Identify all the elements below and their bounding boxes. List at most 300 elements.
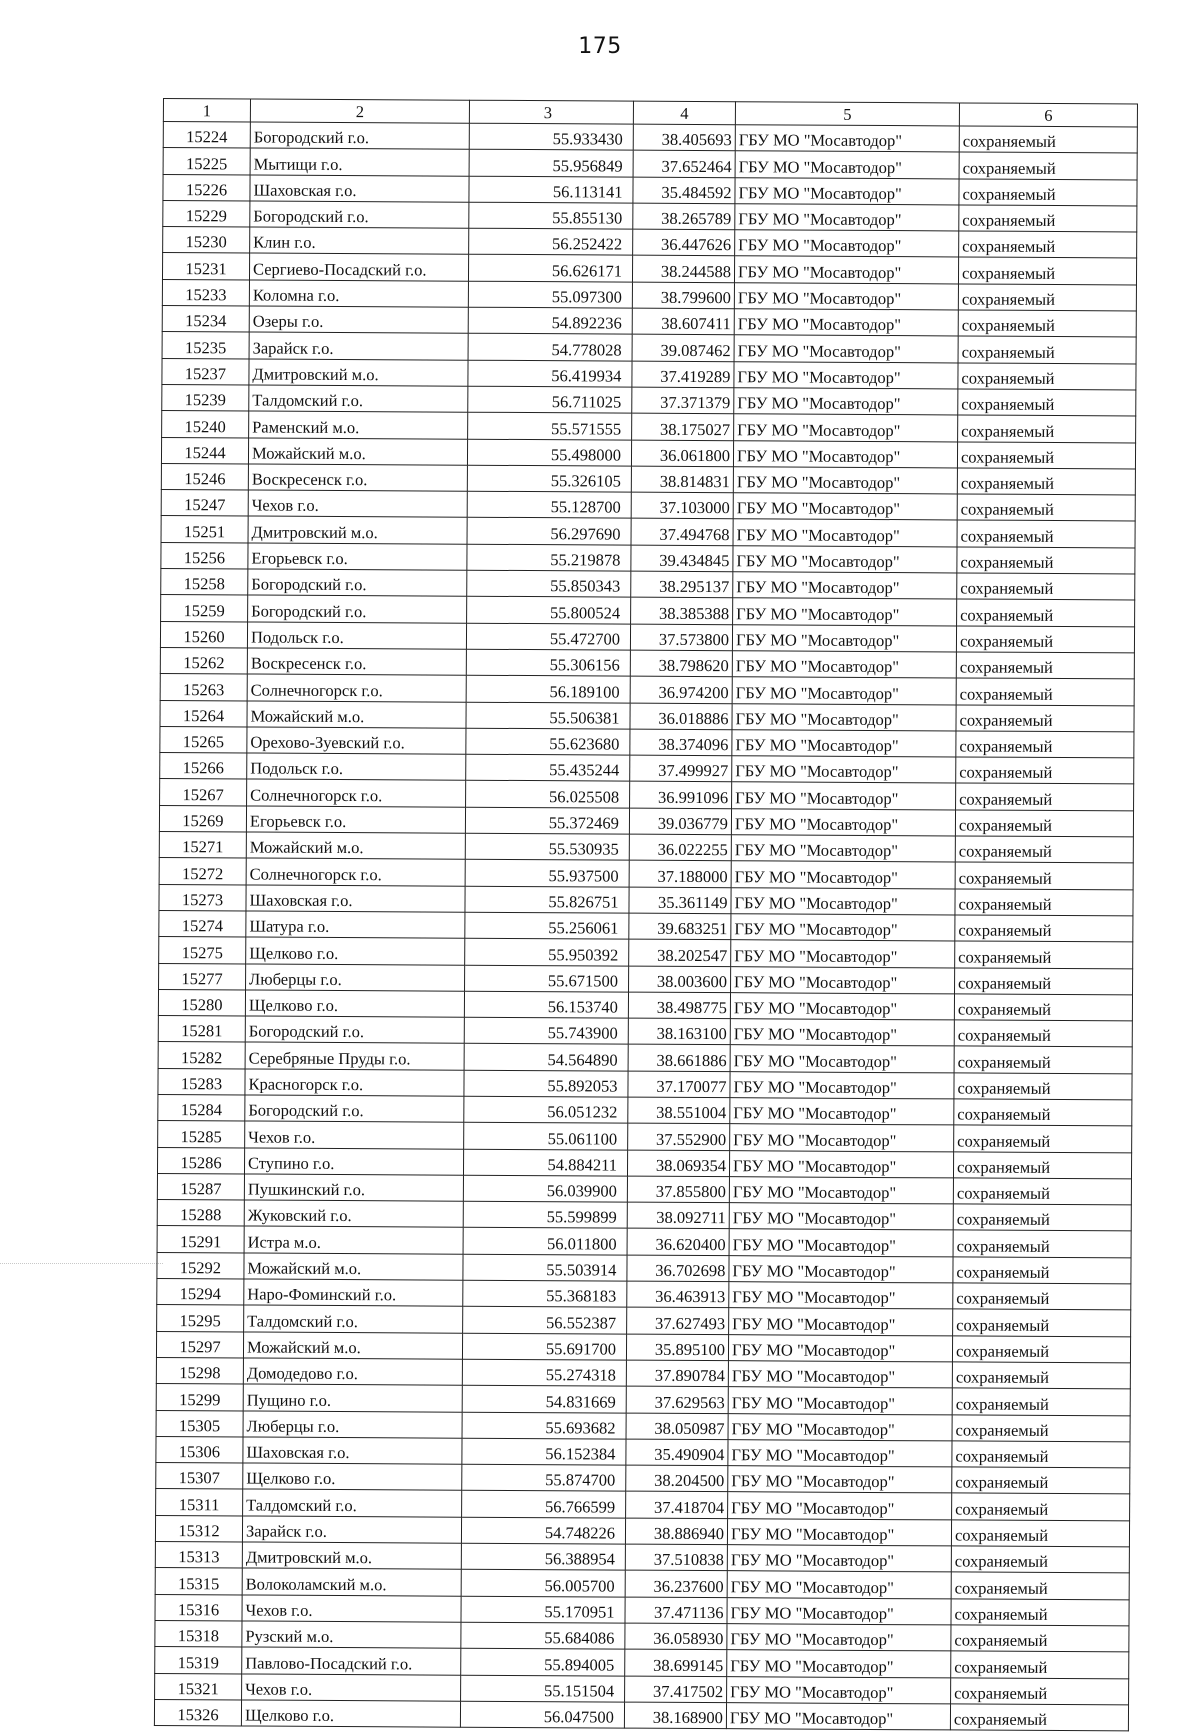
municipality-cell: Пушкинский г.о.: [244, 1174, 463, 1202]
municipality-cell: Талдомский г.о.: [244, 1305, 463, 1333]
latitude-cell: 55.368183: [463, 1280, 627, 1307]
record-id-cell: 15319: [155, 1647, 242, 1674]
longitude-cell: 36.022255: [629, 834, 731, 861]
owner-cell: ГБУ МО "Мосавтодор": [729, 1308, 953, 1336]
latitude-cell: 55.850343: [467, 570, 631, 597]
record-id-cell: 15312: [155, 1515, 242, 1542]
longitude-cell: 38.798620: [630, 650, 732, 677]
longitude-cell: 38.265789: [633, 203, 735, 230]
record-id-cell: 15292: [157, 1252, 244, 1279]
owner-cell: ГБУ МО "Мосавтодор": [729, 1282, 953, 1310]
latitude-cell: 54.564890: [464, 1044, 628, 1071]
longitude-cell: 39.087462: [632, 334, 734, 361]
latitude-cell: 54.884211: [463, 1149, 627, 1176]
latitude-cell: 56.388954: [461, 1543, 625, 1570]
latitude-cell: 55.693682: [462, 1412, 626, 1439]
status-cell: сохраняемый: [951, 1546, 1129, 1573]
latitude-cell: 56.051232: [464, 1096, 628, 1123]
status-cell: сохраняемый: [956, 652, 1134, 679]
municipality-cell: Наро-Фоминский г.о.: [244, 1279, 463, 1307]
column-header-2: 2: [250, 99, 469, 123]
owner-cell: ГБУ МО "Мосавтодор": [735, 151, 959, 179]
owner-cell: ГБУ МО "Мосавтодор": [728, 1387, 952, 1415]
municipality-cell: Шаховская г.о.: [250, 175, 469, 203]
municipality-cell: Богородский г.о.: [245, 1016, 464, 1044]
status-cell: сохраняемый: [951, 1651, 1129, 1678]
owner-cell: ГБУ МО "Мосавтодор": [730, 992, 954, 1020]
latitude-cell: 55.498000: [467, 439, 631, 466]
latitude-cell: 56.626171: [468, 255, 632, 282]
longitude-cell: 37.510838: [625, 1544, 727, 1571]
longitude-cell: 38.069354: [627, 1150, 729, 1177]
record-id-cell: 15321: [155, 1673, 242, 1700]
municipality-cell: Егорьевск г.о.: [246, 806, 465, 834]
latitude-cell: 55.219878: [467, 544, 631, 571]
longitude-cell: 38.295137: [631, 571, 733, 598]
latitude-cell: 54.831669: [462, 1385, 626, 1412]
record-id-cell: 15258: [161, 569, 248, 596]
status-cell: сохраняемый: [955, 967, 1133, 994]
municipality-cell: Чехов г.о.: [242, 1673, 461, 1701]
owner-cell: ГБУ МО "Мосавтодор": [733, 493, 957, 521]
status-cell: сохраняемый: [950, 1704, 1128, 1731]
municipality-cell: Дмитровский м.о.: [248, 516, 467, 544]
longitude-cell: 38.050987: [626, 1413, 728, 1440]
latitude-cell: 54.892236: [468, 307, 632, 334]
latitude-cell: 55.151504: [461, 1675, 625, 1702]
longitude-cell: 38.661886: [628, 1045, 730, 1072]
owner-cell: ГБУ МО "Мосавтодор": [734, 361, 958, 389]
owner-cell: ГБУ МО "Мосавтодор": [731, 808, 955, 836]
status-cell: сохраняемый: [954, 994, 1132, 1021]
record-id-cell: 15305: [156, 1410, 243, 1437]
municipality-cell: Коломна г.о.: [249, 280, 468, 308]
longitude-cell: 36.447626: [633, 229, 735, 256]
longitude-cell: 37.652464: [633, 150, 735, 177]
status-cell: сохраняемый: [953, 1178, 1131, 1205]
municipality-cell: Зарайск г.о.: [242, 1516, 461, 1544]
latitude-cell: 55.855130: [469, 202, 633, 229]
status-cell: сохраняемый: [955, 941, 1133, 968]
municipality-cell: Воскресенск г.о.: [247, 648, 466, 676]
owner-cell: ГБУ МО "Мосавтодор": [733, 467, 957, 495]
owner-cell: ГБУ МО "Мосавтодор": [727, 1597, 951, 1625]
record-id-cell: 15229: [163, 200, 250, 227]
owner-cell: ГБУ МО "Мосавтодор": [732, 677, 956, 705]
municipality-cell: Красногорск г.о.: [245, 1069, 464, 1097]
longitude-cell: 38.551004: [628, 1097, 730, 1124]
status-cell: сохраняемый: [951, 1572, 1129, 1599]
municipality-cell: Мытищи г.о.: [250, 148, 469, 176]
latitude-cell: 55.671500: [465, 965, 629, 992]
latitude-cell: 55.894005: [461, 1648, 625, 1675]
municipality-cell: Павлово-Посадский г.о.: [242, 1647, 461, 1675]
status-cell: сохраняемый: [959, 205, 1137, 232]
municipality-cell: Щелково г.о.: [243, 1463, 462, 1491]
record-id-cell: 15271: [159, 832, 246, 859]
status-cell: сохраняемый: [951, 1677, 1129, 1704]
latitude-cell: 55.874700: [462, 1464, 626, 1491]
record-id-cell: 15291: [157, 1226, 244, 1253]
longitude-cell: 38.607411: [632, 308, 734, 335]
longitude-cell: 37.552900: [628, 1123, 730, 1150]
latitude-cell: 55.472700: [466, 623, 630, 650]
owner-cell: ГБУ МО "Мосавтодор": [728, 1361, 952, 1389]
municipality-cell: Раменский м.о.: [249, 411, 468, 439]
owner-cell: ГБУ МО "Мосавтодор": [733, 572, 957, 600]
status-cell: сохраняемый: [952, 1388, 1130, 1415]
latitude-cell: 55.274318: [462, 1359, 626, 1386]
latitude-cell: 54.748226: [461, 1517, 625, 1544]
status-cell: сохраняемый: [958, 389, 1136, 416]
status-cell: сохраняемый: [958, 336, 1136, 363]
record-id-cell: 15246: [161, 463, 248, 490]
record-id-cell: 15233: [162, 279, 249, 306]
latitude-cell: 55.800524: [467, 597, 631, 624]
latitude-cell: 56.189100: [466, 675, 630, 702]
status-cell: сохраняемый: [957, 573, 1135, 600]
record-id-cell: 15306: [156, 1436, 243, 1463]
municipality-cell: Богородский г.о.: [250, 201, 469, 229]
longitude-cell: 39.683251: [629, 913, 731, 940]
municipality-cell: Орехово-Зуевский г.о.: [247, 727, 466, 755]
latitude-cell: 55.503914: [463, 1254, 627, 1281]
status-cell: сохраняемый: [953, 1152, 1131, 1179]
latitude-cell: 55.372469: [465, 807, 629, 834]
municipality-cell: Солнечногорск г.о.: [247, 779, 466, 807]
status-cell: сохраняемый: [955, 889, 1133, 916]
record-id-cell: 15239: [162, 384, 249, 411]
status-cell: сохраняемый: [951, 1520, 1129, 1547]
longitude-cell: 35.895100: [626, 1334, 728, 1361]
owner-cell: ГБУ МО "Мосавтодор": [729, 1255, 953, 1283]
longitude-cell: 37.103000: [631, 492, 733, 519]
scan-artifact-line: [0, 1263, 163, 1264]
record-id-cell: 15266: [160, 753, 247, 780]
record-id-cell: 15280: [158, 989, 245, 1016]
owner-cell: ГБУ МО "Мосавтодор": [732, 703, 956, 731]
municipality-cell: Подольск г.о.: [247, 622, 466, 650]
record-id-cell: 15275: [159, 937, 246, 964]
record-id-cell: 15295: [157, 1305, 244, 1332]
latitude-cell: 56.005700: [461, 1570, 625, 1597]
municipality-cell: Люберцы г.о.: [246, 963, 465, 991]
longitude-cell: 38.814831: [631, 466, 733, 493]
longitude-cell: 36.018886: [630, 703, 732, 730]
municipality-cell: Зарайск г.о.: [249, 332, 468, 360]
longitude-cell: 36.061800: [631, 440, 733, 467]
record-id-cell: 15294: [157, 1279, 244, 1306]
municipality-cell: Жуковский г.о.: [244, 1200, 463, 1228]
owner-cell: ГБУ МО "Мосавтодор": [733, 545, 957, 573]
latitude-cell: 55.097300: [468, 281, 632, 308]
owner-cell: ГБУ МО "Мосавтодор": [731, 940, 955, 968]
record-id-cell: 15251: [161, 516, 248, 543]
longitude-cell: 38.374096: [630, 729, 732, 756]
municipality-cell: Богородский г.о.: [245, 1095, 464, 1123]
longitude-cell: 36.463913: [627, 1281, 729, 1308]
longitude-cell: 36.702698: [627, 1255, 729, 1282]
status-cell: сохраняемый: [958, 284, 1136, 311]
owner-cell: ГБУ МО "Мосавтодор": [734, 282, 958, 310]
longitude-cell: 37.499927: [630, 755, 732, 782]
latitude-cell: 56.552387: [463, 1307, 627, 1334]
registry-table: [154, 98, 1138, 1732]
status-cell: сохраняемый: [955, 810, 1133, 837]
municipality-cell: Солнечногорск г.о.: [247, 674, 466, 702]
municipality-cell: Рузский м.о.: [242, 1621, 461, 1649]
owner-cell: ГБУ МО "Мосавтодор": [730, 1071, 954, 1099]
longitude-cell: 36.974200: [630, 676, 732, 703]
longitude-cell: 38.168900: [624, 1702, 726, 1729]
record-id-cell: 15256: [161, 542, 248, 569]
record-id-cell: 15224: [163, 122, 250, 149]
record-id-cell: 15267: [160, 779, 247, 806]
latitude-cell: 56.025508: [466, 781, 630, 808]
municipality-cell: Сергиево-Посадский г.о.: [249, 253, 468, 281]
record-id-cell: 15313: [155, 1542, 242, 1569]
status-cell: сохраняемый: [952, 1441, 1130, 1468]
municipality-cell: Истра м.о.: [244, 1226, 463, 1254]
owner-cell: ГБУ МО "Мосавтодор": [734, 335, 958, 363]
status-cell: сохраняемый: [956, 731, 1134, 758]
record-id-cell: 15288: [157, 1200, 244, 1227]
status-cell: сохраняемый: [952, 1467, 1130, 1494]
latitude-cell: 56.039900: [463, 1175, 627, 1202]
status-cell: сохраняемый: [951, 1599, 1129, 1626]
longitude-cell: 38.498775: [628, 992, 730, 1019]
municipality-cell: Можайский м.о.: [243, 1332, 462, 1360]
latitude-cell: 55.826751: [465, 886, 629, 913]
status-cell: сохраняемый: [952, 1362, 1130, 1389]
municipality-cell: Богородский г.о.: [248, 595, 467, 623]
latitude-cell: 55.530935: [465, 833, 629, 860]
longitude-cell: 37.471136: [625, 1597, 727, 1624]
status-cell: сохраняемый: [953, 1283, 1131, 1310]
longitude-cell: 37.494768: [631, 519, 733, 546]
municipality-cell: Чехов г.о.: [242, 1595, 461, 1623]
municipality-cell: Талдомский г.о.: [243, 1489, 462, 1517]
municipality-cell: Озеры г.о.: [249, 306, 468, 334]
municipality-cell: Подольск г.о.: [247, 753, 466, 781]
owner-cell: ГБУ МО "Мосавтодор": [732, 756, 956, 784]
status-cell: сохраняемый: [952, 1336, 1130, 1363]
latitude-cell: 55.306156: [466, 649, 630, 676]
latitude-cell: 55.892053: [464, 1070, 628, 1097]
longitude-cell: 38.699145: [625, 1649, 727, 1676]
longitude-cell: 38.799600: [632, 282, 734, 309]
latitude-cell: 54.778028: [468, 334, 632, 361]
record-id-cell: 15299: [156, 1384, 243, 1411]
owner-cell: ГБУ МО "Мосавтодор": [729, 1150, 953, 1178]
record-id-cell: 15231: [162, 253, 249, 280]
owner-cell: ГБУ МО "Мосавтодор": [727, 1518, 951, 1546]
status-cell: сохраняемый: [954, 1046, 1132, 1073]
municipality-cell: Клин г.о.: [250, 227, 469, 255]
latitude-cell: 55.256061: [465, 912, 629, 939]
record-id-cell: 15273: [159, 884, 246, 911]
status-cell: сохраняемый: [952, 1414, 1130, 1441]
municipality-cell: Щелково г.о.: [246, 937, 465, 965]
status-cell: сохраняемый: [959, 126, 1137, 153]
longitude-cell: 37.417502: [625, 1676, 727, 1703]
status-cell: сохраняемый: [953, 1230, 1131, 1257]
record-id-cell: 15282: [158, 1042, 245, 1069]
status-cell: сохраняемый: [954, 1099, 1132, 1126]
page-number: 175: [578, 34, 622, 59]
owner-cell: ГБУ МО "Мосавтодор": [735, 230, 959, 258]
owner-cell: ГБУ МО "Мосавтодор": [731, 835, 955, 863]
longitude-cell: 35.484592: [633, 177, 735, 204]
municipality-cell: Серебряные Пруды г.о.: [245, 1042, 464, 1070]
status-cell: сохраняемый: [957, 520, 1135, 547]
municipality-cell: Щелково г.о.: [245, 990, 464, 1018]
longitude-cell: 37.371379: [632, 387, 734, 414]
record-id-cell: 15247: [161, 490, 248, 517]
status-cell: сохраняемый: [954, 1125, 1132, 1152]
latitude-cell: 56.011800: [463, 1228, 627, 1255]
municipality-cell: Богородский г.о.: [248, 569, 467, 597]
latitude-cell: 56.766599: [462, 1491, 626, 1518]
owner-cell: ГБУ МО "Мосавтодор": [735, 177, 959, 205]
municipality-cell: Можайский м.о.: [247, 701, 466, 729]
record-id-cell: 15274: [159, 910, 246, 937]
longitude-cell: 35.490904: [626, 1439, 728, 1466]
record-id-cell: 15311: [156, 1489, 243, 1516]
longitude-cell: 37.170077: [628, 1071, 730, 1098]
owner-cell: ГБУ МО "Мосавтодор": [728, 1440, 952, 1468]
municipality-cell: Дмитровский м.о.: [242, 1542, 461, 1570]
record-id-cell: 15259: [161, 595, 248, 622]
record-id-cell: 15287: [157, 1173, 244, 1200]
record-id-cell: 15244: [161, 437, 248, 464]
status-cell: сохраняемый: [956, 704, 1134, 731]
record-id-cell: 15240: [162, 411, 249, 438]
latitude-cell: 55.956849: [469, 150, 633, 177]
municipality-cell: Люберцы г.о.: [243, 1411, 462, 1439]
status-cell: сохраняемый: [959, 179, 1137, 206]
latitude-cell: 55.623680: [466, 728, 630, 755]
table-body: [154, 122, 1137, 1732]
record-id-cell: 15269: [159, 805, 246, 832]
owner-cell: ГБУ МО "Мосавтодор": [734, 309, 958, 337]
longitude-cell: 39.434845: [631, 545, 733, 572]
owner-cell: ГБУ МО "Мосавтодор": [732, 782, 956, 810]
longitude-cell: 37.627493: [627, 1307, 729, 1334]
longitude-cell: 37.188000: [629, 860, 731, 887]
municipality-cell: Ступино г.о.: [244, 1148, 463, 1176]
longitude-cell: 37.890784: [626, 1360, 728, 1387]
latitude-cell: 55.326105: [467, 465, 631, 492]
owner-cell: ГБУ МО "Мосавтодор": [734, 388, 958, 416]
status-cell: сохраняемый: [956, 626, 1134, 653]
status-cell: сохраняемый: [953, 1309, 1131, 1336]
owner-cell: ГБУ МО "Мосавтодор": [728, 1466, 952, 1494]
longitude-cell: 37.629563: [626, 1386, 728, 1413]
owner-cell: ГБУ МО "Мосавтодор": [730, 1124, 954, 1152]
municipality-cell: Чехов г.о.: [245, 1121, 464, 1149]
owner-cell: ГБУ МО "Мосавтодор": [730, 1019, 954, 1047]
owner-cell: ГБУ МО "Мосавтодор": [735, 204, 959, 232]
municipality-cell: Чехов г.о.: [248, 490, 467, 518]
status-cell: сохраняемый: [958, 363, 1136, 390]
owner-cell: ГБУ МО "Мосавтодор": [734, 414, 958, 442]
record-id-cell: 15316: [155, 1594, 242, 1621]
status-cell: сохраняемый: [955, 915, 1133, 942]
municipality-cell: Солнечногорск г.о.: [246, 858, 465, 886]
longitude-cell: 38.405693: [633, 124, 735, 151]
record-id-cell: 15230: [163, 227, 250, 254]
longitude-cell: 36.620400: [627, 1229, 729, 1256]
owner-cell: ГБУ МО "Мосавтодор": [730, 1098, 954, 1126]
status-cell: сохраняемый: [958, 415, 1136, 442]
latitude-cell: 55.937500: [465, 860, 629, 887]
record-id-cell: 15262: [160, 647, 247, 674]
municipality-cell: Можайский м.о.: [246, 832, 465, 860]
record-id-cell: 15264: [160, 700, 247, 727]
record-id-cell: 15285: [158, 1121, 245, 1148]
longitude-cell: 36.991096: [630, 782, 732, 809]
owner-cell: ГБУ МО "Мосавтодор": [731, 887, 955, 915]
status-cell: сохраняемый: [951, 1625, 1129, 1652]
status-cell: сохраняемый: [954, 1020, 1132, 1047]
latitude-cell: 55.743900: [464, 1017, 628, 1044]
latitude-cell: 55.933430: [469, 123, 633, 150]
longitude-cell: 38.385388: [631, 597, 733, 624]
column-header-5: 5: [735, 102, 959, 126]
column-header-4: 4: [633, 101, 735, 125]
latitude-cell: 55.128700: [467, 491, 631, 518]
owner-cell: ГБУ МО "Мосавтодор": [731, 861, 955, 889]
status-cell: сохраняемый: [957, 494, 1135, 521]
record-id-cell: 15318: [155, 1620, 242, 1647]
latitude-cell: 56.297690: [467, 518, 631, 545]
owner-cell: ГБУ МО "Мосавтодор": [732, 651, 956, 679]
longitude-cell: 37.855800: [627, 1176, 729, 1203]
status-cell: сохраняемый: [954, 1073, 1132, 1100]
longitude-cell: 36.237600: [625, 1570, 727, 1597]
owner-cell: ГБУ МО "Мосавтодор": [726, 1702, 950, 1730]
status-cell: сохраняемый: [958, 257, 1136, 284]
latitude-cell: 56.252422: [469, 228, 633, 255]
record-id-cell: 15315: [155, 1568, 242, 1595]
latitude-cell: 55.599899: [463, 1201, 627, 1228]
record-id-cell: 15265: [160, 726, 247, 753]
status-cell: сохраняемый: [956, 783, 1134, 810]
status-cell: сохраняемый: [953, 1257, 1131, 1284]
longitude-cell: 38.886940: [625, 1518, 727, 1545]
record-id-cell: 15326: [154, 1699, 241, 1726]
record-id-cell: 15286: [157, 1147, 244, 1174]
longitude-cell: 37.418704: [626, 1492, 728, 1519]
record-id-cell: 15225: [163, 148, 250, 175]
longitude-cell: 38.092711: [627, 1202, 729, 1229]
status-cell: сохраняемый: [957, 468, 1135, 495]
owner-cell: ГБУ МО "Мосавтодор": [729, 1203, 953, 1231]
latitude-cell: 56.047500: [460, 1701, 624, 1728]
latitude-cell: 55.061100: [464, 1122, 628, 1149]
owner-cell: ГБУ МО "Мосавтодор": [729, 1229, 953, 1257]
latitude-cell: 56.153740: [464, 991, 628, 1018]
municipality-cell: Можайский м.о.: [244, 1253, 463, 1281]
owner-cell: ГБУ МО "Мосавтодор": [733, 519, 957, 547]
longitude-cell: 37.573800: [630, 624, 732, 651]
owner-cell: ГБУ МО "Мосавтодор": [735, 125, 959, 153]
municipality-cell: Дмитровский м.о.: [249, 359, 468, 387]
owner-cell: ГБУ МО "Мосавтодор": [728, 1492, 952, 1520]
latitude-cell: 56.711025: [468, 386, 632, 413]
record-id-cell: 15284: [158, 1094, 245, 1121]
